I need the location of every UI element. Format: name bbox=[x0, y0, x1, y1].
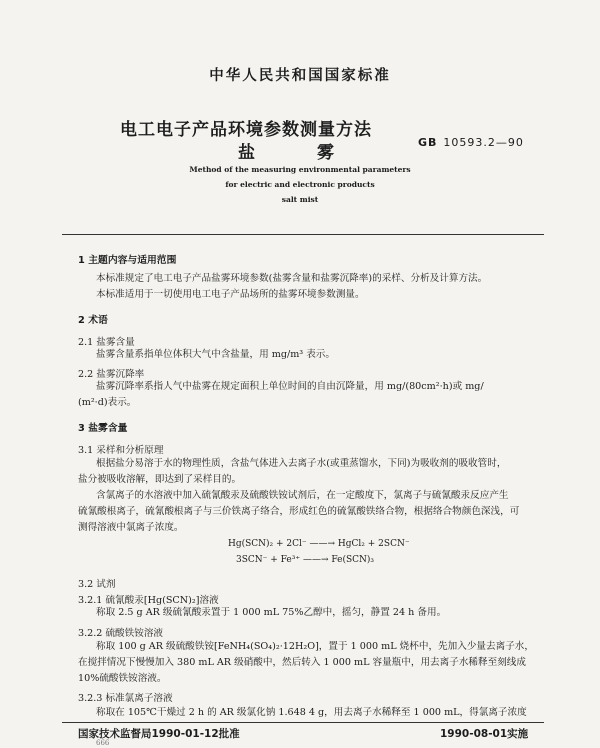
clause-heading: 3.1 采样和分析原理 bbox=[78, 445, 164, 456]
paragraph: 根据盐分易溶于水的物理性质，含盐气体进入去离子水(或重蒸馏水，下同)为吸收剂的吸收管时， bbox=[96, 458, 507, 469]
paragraph: 称取在 105℃干燥过 2 h 的 AR 级氯化钠 1.648 4 g，用去离子水稀释至 1 000 mL，得氯离子浓度 bbox=[96, 707, 527, 718]
paragraph: (m²·d)表示。 bbox=[78, 397, 137, 408]
clause-heading: 3.2.1 硫氰酸汞[Hg(SCN)₂]溶液 bbox=[78, 595, 219, 606]
document-subtitle: 盐 雾 bbox=[238, 143, 362, 163]
paragraph: 称取 100 g AR 级硫酸铁铵[FeNH₄(SO₄)₂·12H₂O]，置于 1 000 mL 烧杯中，先加入少量去离子水， bbox=[96, 641, 534, 652]
header-rule bbox=[62, 234, 544, 235]
paragraph: 本标准适用于一切使用电工电子产品场所的盐雾环境参数测量。 bbox=[96, 289, 365, 300]
english-title-line-3: salt mist bbox=[281, 195, 319, 204]
paragraph: 含氯离子的水溶液中加入硫氰酸汞及硫酸铁铵试剂后，在一定酸度下，氯离子与硫氰酸汞反应产生 bbox=[96, 490, 509, 501]
clause-heading: 2.2 盐雾沉降率 bbox=[78, 369, 145, 380]
standard-number: GB 10593.2—90 bbox=[418, 136, 524, 149]
footer-rule bbox=[62, 722, 544, 723]
paragraph: 盐雾含量系指单位体积大气中含盐量，用 mg/m³ 表示。 bbox=[96, 349, 335, 360]
clause-heading: 3.2 试剂 bbox=[78, 579, 116, 590]
paragraph: 硫氰酸根离子，硫氰酸根离子与三价铁离子络合，形成红色的硫氰酸铁络合物，根据络合物颜色深浅，可 bbox=[78, 506, 520, 517]
standard-title: 中华人民共和国国家标准 bbox=[209, 68, 391, 84]
clause-heading: 3.2.3 标准氯离子溶液 bbox=[78, 693, 173, 704]
paragraph: 测得溶液中氯离子浓度。 bbox=[78, 522, 184, 533]
equation: 3SCN⁻ + Fe³⁺ ——→ Fe(SCN)₃ bbox=[236, 555, 375, 565]
equation: Hg(SCN)₂ + 2Cl⁻ ——→ HgCl₂ + 2SCN⁻ bbox=[228, 539, 410, 549]
effective-date: 1990-08-01实施 bbox=[440, 728, 529, 740]
paragraph: 在搅拌情况下慢慢加入 380 mL AR 级硝酸中，然后转入 1 000 mL 容量瓶中，用去离子水稀释至刻线成 bbox=[78, 657, 526, 668]
english-title-line-1: Method of the measuring environmental parameters bbox=[189, 165, 411, 174]
approval-date: 国家技术监督局1990-01-12批准 bbox=[78, 728, 240, 740]
clause-heading: 3.2.2 硫酸铁铵溶液 bbox=[78, 628, 164, 639]
section-2-heading: 2 术语 bbox=[78, 315, 108, 326]
paragraph: 称取 2.5 g AR 级硫氰酸汞置于 1 000 mL 75%乙醇中，摇匀，静置 24 h 备用。 bbox=[96, 607, 447, 618]
section-1-heading: 1 主题内容与适用范围 bbox=[78, 255, 177, 266]
paragraph: 本标准规定了电工电子产品盐雾环境参数(盐雾含量和盐雾沉降率)的采样、分析及计算方法。 bbox=[96, 273, 488, 284]
clause-heading: 2.1 盐雾含量 bbox=[78, 337, 135, 348]
paragraph: 10%硫酸铁铵溶液。 bbox=[78, 673, 167, 684]
paragraph: 盐分被吸收溶解，即达到了采样目的。 bbox=[78, 474, 242, 485]
section-3-heading: 3 盐雾含量 bbox=[78, 423, 128, 434]
paragraph: 盐雾沉降率系指人气中盐雾在规定面积上单位时间的自由沉降量，用 mg/(80cm²·h)或 mg/ bbox=[96, 381, 484, 392]
page-number: 666 bbox=[96, 739, 110, 747]
document-title: 电工电子产品环境参数测量方法 bbox=[120, 120, 372, 140]
english-title-line-2: for electric and electronic products bbox=[225, 180, 375, 189]
